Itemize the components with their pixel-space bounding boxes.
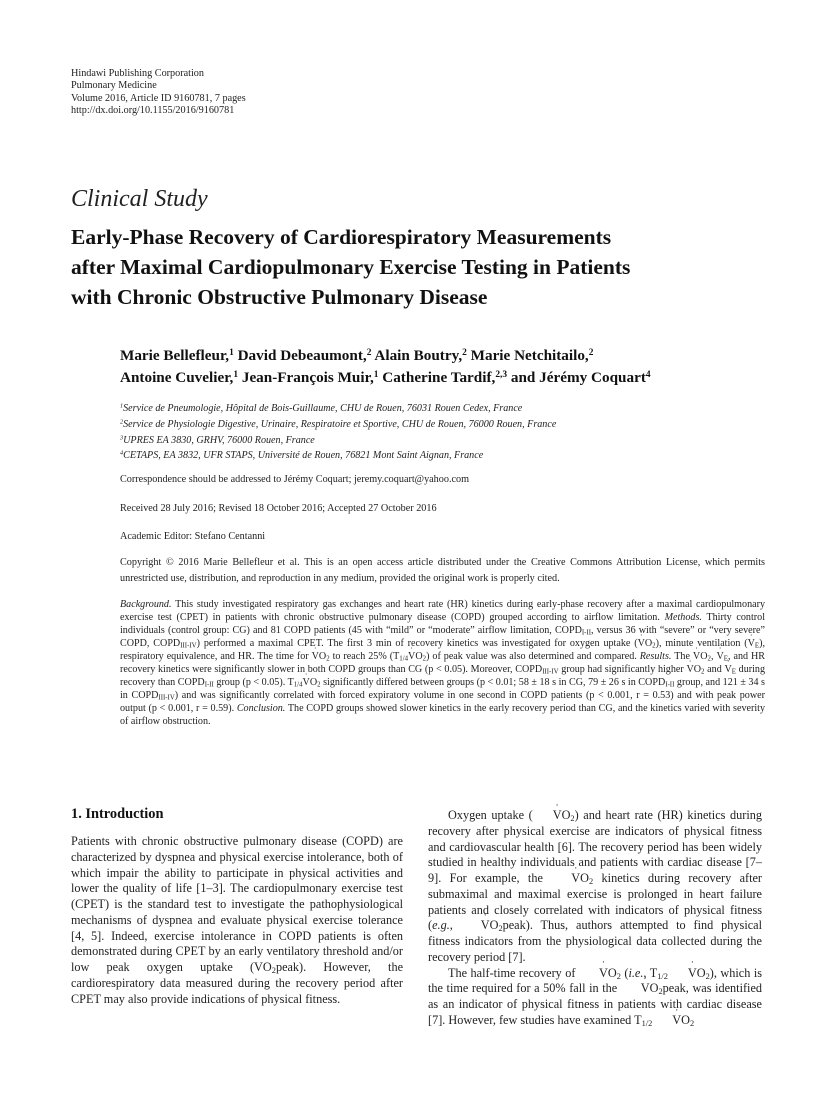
title-line: with Chronic Obstructive Pulmonary Disease bbox=[71, 285, 488, 309]
body-column-left bbox=[71, 834, 403, 1007]
affiliation-list bbox=[120, 401, 556, 464]
author-affil: 2 bbox=[366, 347, 372, 358]
received-dates: Received 28 July 2016; Revised 18 October 2016; Accepted 27 October 2016 bbox=[120, 503, 437, 514]
copyright-notice: Copyright © 2016 Marie Bellefleur et al. This is an open access article distributed under the Creative Commons Attribution License, which permits unrestricted use, distribution, and reproduction in any medium, provided the original work is properly cited. bbox=[120, 557, 765, 584]
journal-name: Pulmonary Medicine bbox=[71, 80, 157, 92]
author-affil: 1 bbox=[229, 347, 234, 358]
affiliation: $^1$Service de Pneumologie, Hôpital de Bois-Guillaume, CHU de Rouen, 76031 Rouen Cedex, France bbox=[120, 402, 523, 414]
publisher: Hindawi Publishing Corporation bbox=[71, 68, 204, 79]
paragraph: Patients with chronic obstructive pulmonary disease (COPD) are characterized by dyspnea and physical exercise intolerance, both of which impair the ability to participate in physical activities and lower the quality of life [1–3]. The cardiopulmonary exercise test (CPET) is the standard test to investigate the pathophysiological mechanisms of dyspnea and evaluate physical exercise tolerance [4, 5]. Indeed, exercise intolerance in COPD patients is often demonstrated during CPET by an early ventilatory threshold and/or low peak oxygen uptake (˙ $VO_2peak$). However, the cardiorespiratory data measured during the recovery period after CPET may also provide indications of physical fitness. bbox=[71, 834, 403, 1007]
title-line: Early-Phase Recovery of Cardiorespiratory Measurements bbox=[71, 225, 612, 249]
abstract: Background. This study investigated respiratory gas exchanges and heart rate (HR) kinetics during early-phase recovery after a maximal cardiopulmonary exercise test (CPET) in patients with chronic obstructive pulmonary disease (COPD) grouped according to airflow limitation. Methods. Thirty control individuals (control group: CG) and 81 COPD patients (45 with “mild” or “moderate” airflow limitation, $COPD_{I-II}$, versus 36 with “severe” or “very severe” COPD, $COPD_{III-IV}$) performed a maximal CPET. The first 3 min of recovery kinetics was investigated for oxygen uptake (˙ $VO_2$), minute ventilation (˙ $V_E$), respiratory equivalence, and HR. The time for ˙ $VO_2$ to reach 25% ($T_{1/4}˙$ $VO_2$) of peak value was also determined and compared. Results. The ˙ $VO_2$, ˙ $V_E$, and HR recovery kinetics were significantly slower in both COPD groups than CG (p < 0.05). Moreover, $COPD_{III-IV}$ group had significantly higher ˙ $VO_2$ and ˙ $V_E$ during recovery than $COPD_{I-II}$ group (p < 0.05). $T_{1/4}˙$ $VO_2$ significantly differed between groups (p < 0.01; 58 ± 18 s in CG, 79 ± 26 s in $COPD_{I-II}$ group, and 121 ± 34 s in $COPD_{III-IV}$) and was significantly correlated with forced expiratory volume in one second in COPD patients (p < 0.001, r = 0.53) and with peak power output (p < 0.001, r = 0.59). Conclusion. The COPD groups showed slower kinetics in the early recovery period than CG, and the kinetics varied with severity of airflow obstruction. bbox=[120, 598, 765, 728]
author-affil: 2 bbox=[588, 347, 594, 358]
academic-editor: Academic Editor: Stefano Centanni bbox=[120, 531, 266, 542]
author-affil: 1 bbox=[233, 369, 239, 380]
author-affil: 1 bbox=[373, 369, 379, 380]
paragraph: The half-time recovery of ˙ $VO_2$ (i.e., $T_{1/2}˙$ $VO_2$), which is the time required for a 50% fall in the ˙ $VO_2peak$, was identified as an indicator of physical fitness in patients with cardiac disease [7]. However, few studies have examined $T_{1/2}˙$ $VO_2$ bbox=[428, 966, 762, 1029]
author-name: David Debeaumont, bbox=[237, 347, 367, 364]
section-heading: 1. Introduction bbox=[71, 806, 164, 822]
author-name: Marie Netchitailo, bbox=[470, 347, 589, 364]
author-name: Alain Boutry, bbox=[374, 347, 463, 364]
paper-title bbox=[71, 222, 771, 312]
title-line: after Maximal Cardiopulmonary Exercise Testing in Patients bbox=[71, 255, 631, 279]
author-name: Catherine Tardif, bbox=[382, 369, 496, 386]
author-name: Marie Bellefleur, bbox=[120, 347, 230, 364]
affiliation: $^3$UPRES EA 3830, GRHV, 76000 Rouen, France bbox=[120, 434, 315, 446]
volume-info: Volume 2016, Article ID 9160781, 7 pages bbox=[71, 92, 246, 104]
doi-link[interactable]: http://dx.doi.org/10.1155/2016/9160781 bbox=[71, 105, 235, 117]
paragraph: Oxygen uptake (˙ $VO_2$) and heart rate (HR) kinetics during recovery after physical exercise are indicators of physical fitness and cardiovascular health [6]. The recovery period has been widely studied in healthy individuals and patients with cardiac disease [7–9]. For example, the ˙ $VO_2$ kinetics during recovery after submaximal and maximal exercise is prolonged in heart failure patients and closely correlated with indicators of physical fitness (e.g., ˙ $VO_2peak$). Thus, authors attempted to find physical fitness indicators from the physiological data collected during the recovery period [7]. bbox=[428, 808, 762, 966]
abstract-label: Results. bbox=[639, 651, 672, 662]
author-name: and Jérémy Coquart bbox=[510, 369, 646, 386]
author-name: Antoine Cuvelier, bbox=[120, 369, 234, 386]
author-affil: 4 bbox=[645, 369, 651, 380]
body-column-right bbox=[428, 808, 762, 1029]
affiliation: $^4$CETAPS, EA 3832, UFR STAPS, Université de Rouen, 76821 Mont Saint Aignan, France bbox=[120, 449, 484, 462]
article-type: Clinical Study bbox=[71, 186, 208, 212]
author-affil: 2,3 bbox=[495, 369, 508, 380]
correspondence: Correspondence should be addressed to Jérémy Coquart; jeremy.coquart@yahoo.com bbox=[120, 474, 470, 485]
affiliation: $^2$Service de Physiologie Digestive, Urinaire, Respiratoire et Sportive, CHU de Rouen, 76000 Rouen, France bbox=[120, 418, 557, 430]
abstract-label: Methods. bbox=[664, 612, 702, 623]
journal-header bbox=[71, 68, 246, 118]
author-affil: 2 bbox=[462, 347, 467, 358]
author-name: Jean-François Muir, bbox=[241, 369, 374, 386]
author-list bbox=[120, 345, 800, 389]
abstract-label: Background. bbox=[120, 599, 172, 610]
abstract-label: Conclusion. bbox=[236, 703, 286, 714]
